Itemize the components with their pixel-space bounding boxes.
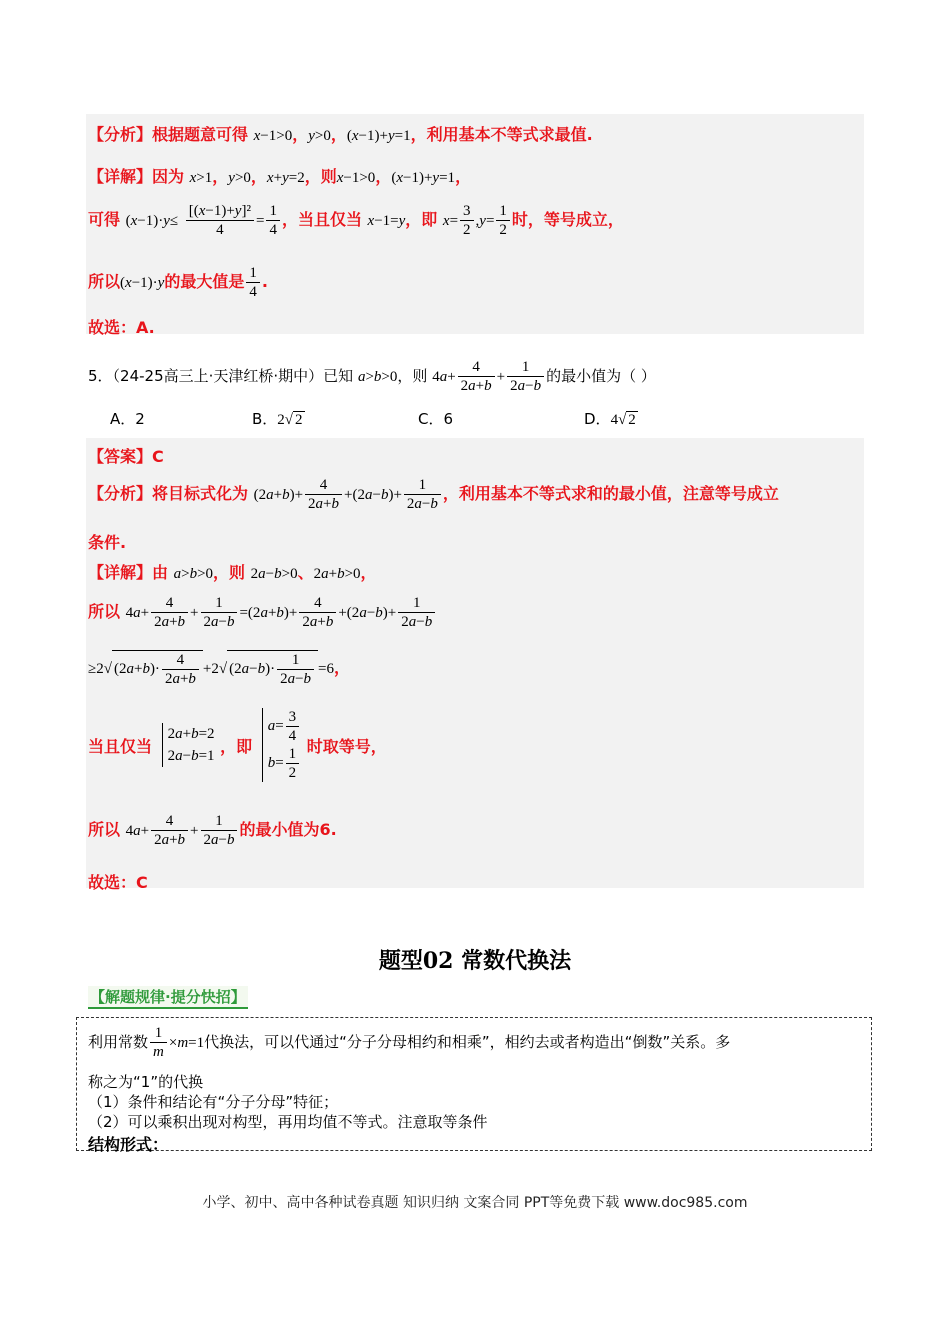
box-line-5: 结构形式： (88, 1135, 169, 1154)
prev-detail: 【详解】因为 x>1，y>0，x+y=2，则x−1>0，(x−1)+y=1， (88, 167, 472, 186)
q5-so-line: 所以 4a+ $\frac{4}{2a+b}$ + $\frac{1}{2a-b}$ =(2a+b)+ $\frac{4}{2a+b}$ +(2a−b)+ $\frac{1}{2a-b}$ (88, 594, 437, 631)
box-line-2: 称之为“1”的代换 (88, 1073, 204, 1091)
q5-min-line: 所以 4a+ $\frac{4}{2a+b}$ + $\frac{1}{2a-b}$ 的最小值为6. (88, 813, 337, 848)
option-d: D．4√ 2 (584, 410, 636, 428)
footer: 小学、初中、高中各种试卷真题 知识归纳 文案合同 PPT等免费下载 www.doc985.com (202, 1195, 748, 1211)
q5-analysis-cont: 条件. (88, 533, 127, 552)
prev-line4: 所以(x−1)·y的最大值是 $\frac{1}{4}$ . (88, 265, 268, 300)
prev-line3: 可得 (x−1)·y≤ $\frac{\text{[(x−1)+y]²}}{4}$ = $\frac{1}{4}$ ，当且仅当 x−1=y，即 x= $\frac{3}{2}$ ,y= $\frac{1}{2}$ 时，等号成立， (88, 203, 624, 238)
q5-analysis: 【分析】将目标式化为 (2a+b)+ $\frac{4}{2a+b}$ +(2a−b)+ $\frac{1}{2a-b}$ ，利用基本不等式求和的最小值，注意等号成立 (88, 477, 779, 512)
q5-choice: 故选：C (88, 873, 148, 892)
question-5: 5．（24-25高三上·天津红桥·期中）已知 a>b>0，则 4a+ $\frac{4}{2a+b}$ + $\frac{1}{2a-b}$ 的最小值为（ ） (88, 359, 656, 394)
box-line-4: （2）可以乘积出现对构型，再用均值不等式。注意取等条件 (88, 1113, 488, 1131)
q5-answer: 【答案】C (88, 447, 164, 466)
box-line-3: （1）条件和结论有“分子分母”特征； (88, 1093, 339, 1111)
box-line-1: 利用常数 $\frac{1}{m}$ ×m=1代换法，可以代通过“分子分母相约和相乘”，相约去或者构造出“倒数”关系。多 (88, 1025, 731, 1060)
option-a: A．2 (110, 410, 145, 428)
q5-equality-condition: 当且仅当 2a+b=2 2a−b=1 ，即 a= $\frac{3}{4}$ b= $\frac{1}{2}$ 时取等号， (88, 709, 387, 781)
option-c: C．6 (418, 410, 454, 428)
section-title: 题型02 常数代换法 (378, 948, 572, 974)
option-b: B．2√ 2 (252, 410, 303, 428)
prev-analysis: 【分析】根据题意可得 x−1>0，y>0，(x−1)+y=1，利用基本不等式求最值. (88, 125, 593, 144)
tip-label: 【解题规律·提分快招】 (88, 986, 248, 1009)
q5-detail: 【详解】由 a>b>0，则 2a−b>0、2a+b>0， (88, 563, 377, 582)
q5-inequality-line: ≥2√ (2a+b)· $\frac{4}{2a+b}$ +2√ (2a−b)· $\frac{1}{2a-b}$ =6， (88, 652, 351, 687)
prev-choice: 故选：A. (88, 318, 155, 337)
